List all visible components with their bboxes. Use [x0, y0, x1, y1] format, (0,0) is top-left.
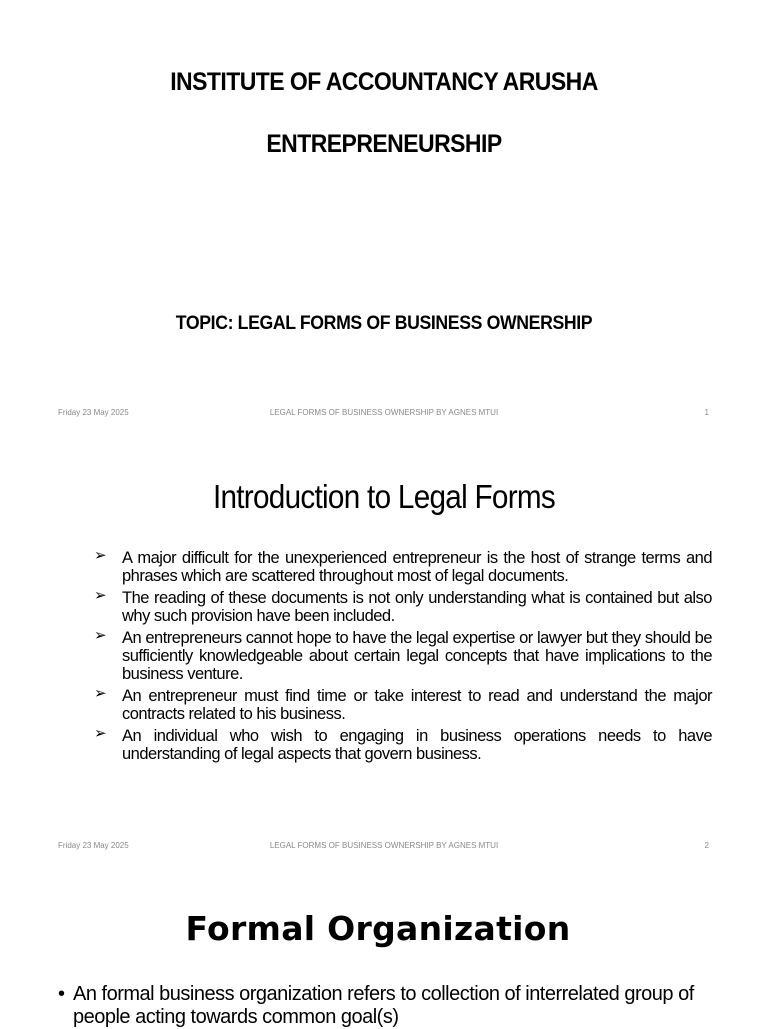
arrow-bullet-icon: ➢	[94, 627, 107, 644]
bullet-text: An formal business organization refers to collection of interrelated group of people acting towards common goal(s)	[73, 983, 694, 1028]
institute-title: INSTITUTE OF ACCOUNTANCY ARUSHA	[170, 68, 598, 96]
topic-title: TOPIC: LEGAL FORMS OF BUSINESS OWNERSHIP	[175, 313, 593, 334]
list-item: ➢ The reading of these documents is not only understanding what is contained but also why such provision have been included.	[94, 587, 712, 625]
arrow-bullet-icon: ➢	[94, 685, 107, 702]
slide-title: Formal Organization	[185, 909, 571, 948]
list-item: ➢ An individual who wish to engaging in business operations needs to have understanding of legal aspects that govern business.	[94, 725, 712, 763]
list-item	[58, 983, 708, 1029]
footer-title: LEGAL FORMS OF BUSINESS OWNERSHIP BY AGNES MTUI	[269, 841, 499, 850]
arrow-bullet-icon: ➢	[94, 587, 107, 604]
slide-title: Introduction to Legal Forms	[212, 478, 556, 515]
list-item: ➢ An entrepreneurs cannot hope to have the legal expertise or lawyer but they should be sufficiently knowledgeable about certain legal concepts that have implications to the business venture.	[94, 627, 712, 683]
footer-page-number: 2	[704, 841, 709, 850]
list-item: ➢ An entrepreneur must find time or take interest to read and understand the major contracts related to his business.	[94, 685, 712, 723]
slide-2	[0, 432, 768, 865]
bullet-dot-icon: •	[58, 983, 65, 1005]
footer-date: Friday 23 May 2025	[58, 408, 129, 417]
arrow-bullet-icon: ➢	[94, 547, 107, 564]
footer-page-number: 1	[704, 408, 709, 417]
footer-date: Friday 23 May 2025	[58, 841, 129, 850]
course-title: ENTREPRENEURSHIP	[266, 130, 502, 158]
bullet-list	[94, 549, 712, 767]
slide-1	[0, 0, 768, 432]
list-item: ➢ A major difficult for the unexperienced entrepreneur is the host of strange terms and phrases which are scattered throughout most of legal documents.	[94, 547, 712, 585]
slide-3	[0, 865, 768, 1028]
arrow-bullet-icon: ➢	[94, 725, 107, 742]
footer-title: LEGAL FORMS OF BUSINESS OWNERSHIP BY AGNES MTUI	[269, 408, 499, 417]
